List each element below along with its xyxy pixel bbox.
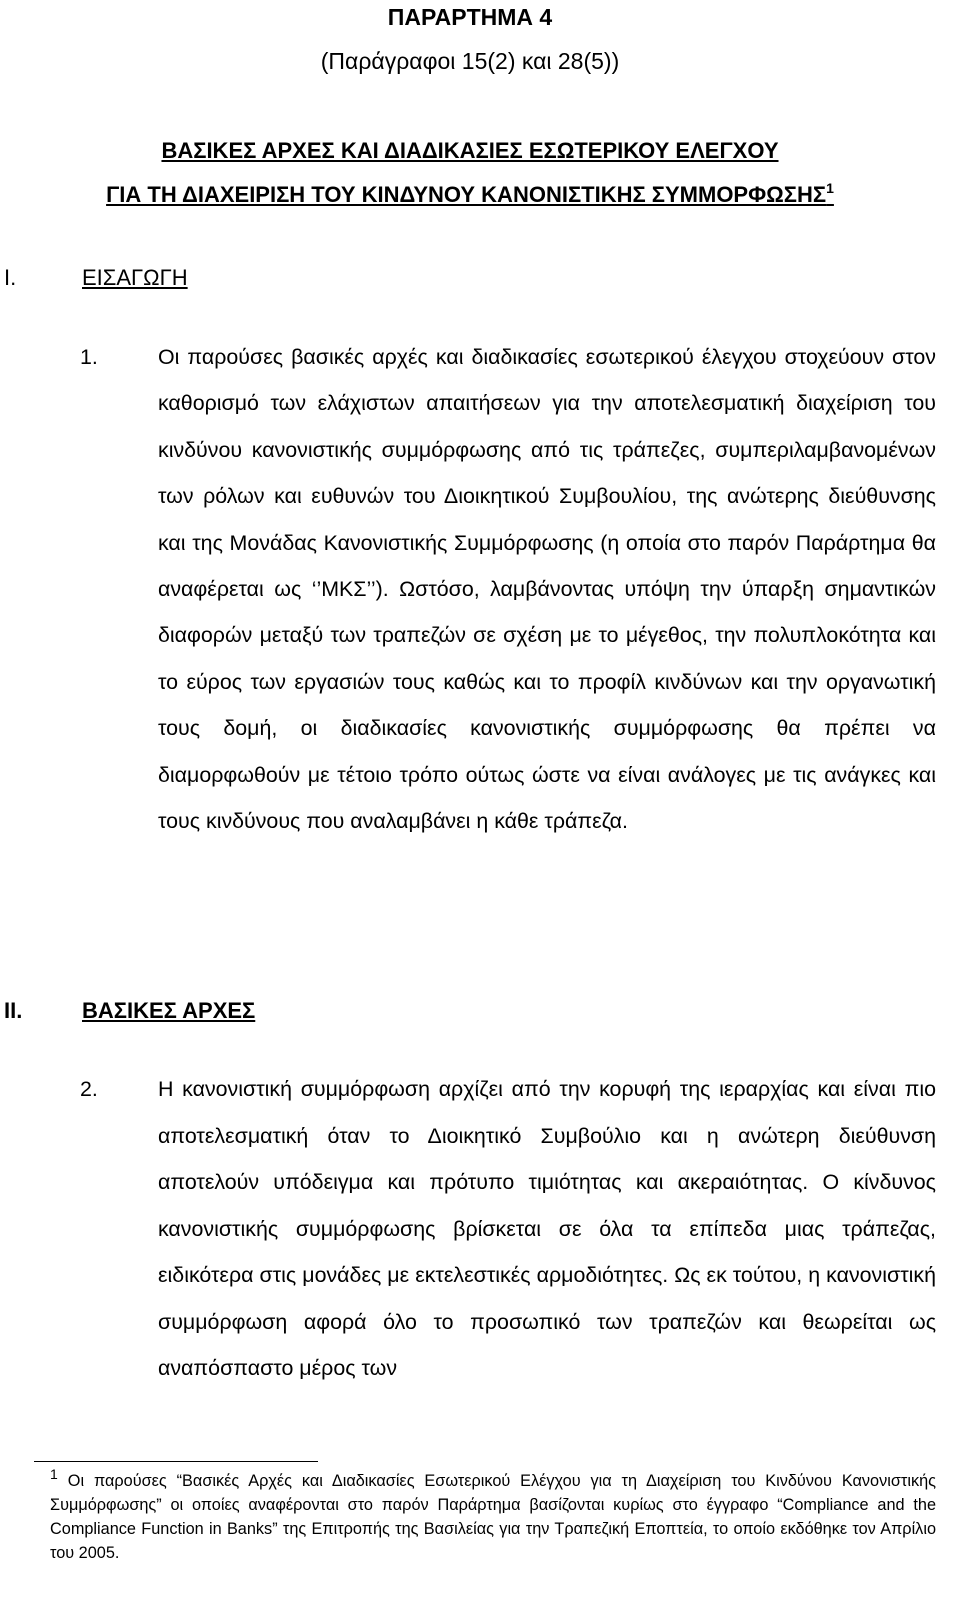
annex-title: ΠΑΡΑΡΤΗΜΑ 4 [387, 4, 553, 30]
footnote [50, 1466, 936, 1565]
section-title: ΒΑΣΙΚΕΣ ΑΡΧΕΣ [82, 998, 256, 1023]
paragraphs-reference: (Παράγραφοι 15(2) και 28(5)) [320, 48, 620, 74]
section-title: ΕΙΣΑΓΩΓΗ [82, 265, 188, 290]
paragraph-1 [80, 334, 936, 844]
section-number: I. [4, 265, 17, 290]
paragraph-2 [80, 1066, 936, 1392]
footnote-text: Οι παρούσες “Βασικές Αρχές και Διαδικασίες Εσωτερικού Ελέγχου για τη Διαχείριση του Κινδύνου Κανονιστικής Συμμόρφωσης” οι οποίες αναφέρονται στο παρόν Παράρτημα βασίζονται κυρίως στο έγγραφο “Compliance and the Compliance Function in Banks” της Επιτροπής της Βασιλείας για την Τραπεζική Εποπτεία, το οποίο εκδόθηκε τον Απρίλιο του 2005. [50, 1472, 936, 1562]
main-title-line-2-text: ΓΙΑ ΤΗ ΔΙΑΧΕΙΡΙΣΗ ΤΟΥ ΚΙΝΔΥΝΟΥ ΚΑΝΟΝΙΣΤΙΚΗΣ ΣΥΜΜΟΡΦΩΣΗΣ [106, 182, 827, 207]
footnote-mark: 1 [50, 1466, 58, 1482]
footnote-reference[interactable]: 1 [826, 180, 834, 196]
paragraph-text: Η κανονιστική συμμόρφωση αρχίζει από την κορυφή της ιεραρχίας και είναι πιο αποτελεσματική όταν το Διοικητικό Συμβούλιο και η ανώτερη διεύθυνση αποτελούν υπόδειγμα και πρότυπο τιμιότητας και ακεραιότητας. Ο κίνδυνος κανονιστικής συμμόρφωσης βρίσκεται σε όλα τα επίπεδα μιας τράπεζας, ειδικότερα στις μονάδες με εκτελεστικές αρμοδιότητες. Ως εκ τούτου, η κανονιστική συμμόρφωση αφορά όλο το προσωπικό των τραπεζών και θεωρείται ως αναπόσπαστο μέρος των [158, 1077, 936, 1380]
paragraph-text: Οι παρούσες βασικές αρχές και διαδικασίες εσωτερικού έλεγχου στοχεύουν στον καθορισμό των ελάχιστων απαιτήσεων για την αποτελεσματική διαχείριση του κινδύνου κανονιστικής συμμόρφωσης από τις τράπεζες, συμπεριλαμβανομένων των ρόλων και ευθυνών του Διοικητικού Συμβουλίου, της ανώτερης διεύθυνσης και της Μονάδας Κανονιστικής Συμμόρφωσης (η οποία στο παρόν Παράρτημα θα αναφέρεται ως ‘’ΜΚΣ’’). Ωστόσο, λαμβάνοντας υπόψη την ύπαρξη σημαντικών διαφορών μεταξύ των τραπεζών σε σχέση με το μέγεθος, την πολυπλοκότητα και το εύρος των εργασιών τους καθώς και το προφίλ κινδύνων και την οργανωτική τους δομή, οι διαδικασίες κανονιστικής συμμόρφωσης θα πρέπει να διαμορφωθούν με τέτοιο τρόπο ούτως ώστε να είναι ανάλογες με τις ανάγκες και τους κινδύνους που αναλαμβάνει η κάθε τράπεζα. [158, 345, 936, 834]
section-heading-introduction [4, 263, 188, 293]
section-heading-basic-principles [4, 996, 255, 1026]
section-number: II. [4, 998, 23, 1023]
main-title-line-2 [0, 180, 940, 210]
main-title-line-1: ΒΑΣΙΚΕΣ ΑΡΧΕΣ ΚΑΙ ΔΙΑΔΙΚΑΣΙΕΣ ΕΣΩΤΕΡΙΚΟΥ ΕΛΕΓΧΟΥ [161, 138, 779, 163]
paragraph-number: 2. [80, 1077, 98, 1101]
footnote-separator [34, 1461, 318, 1462]
paragraph-number: 1. [80, 345, 98, 369]
